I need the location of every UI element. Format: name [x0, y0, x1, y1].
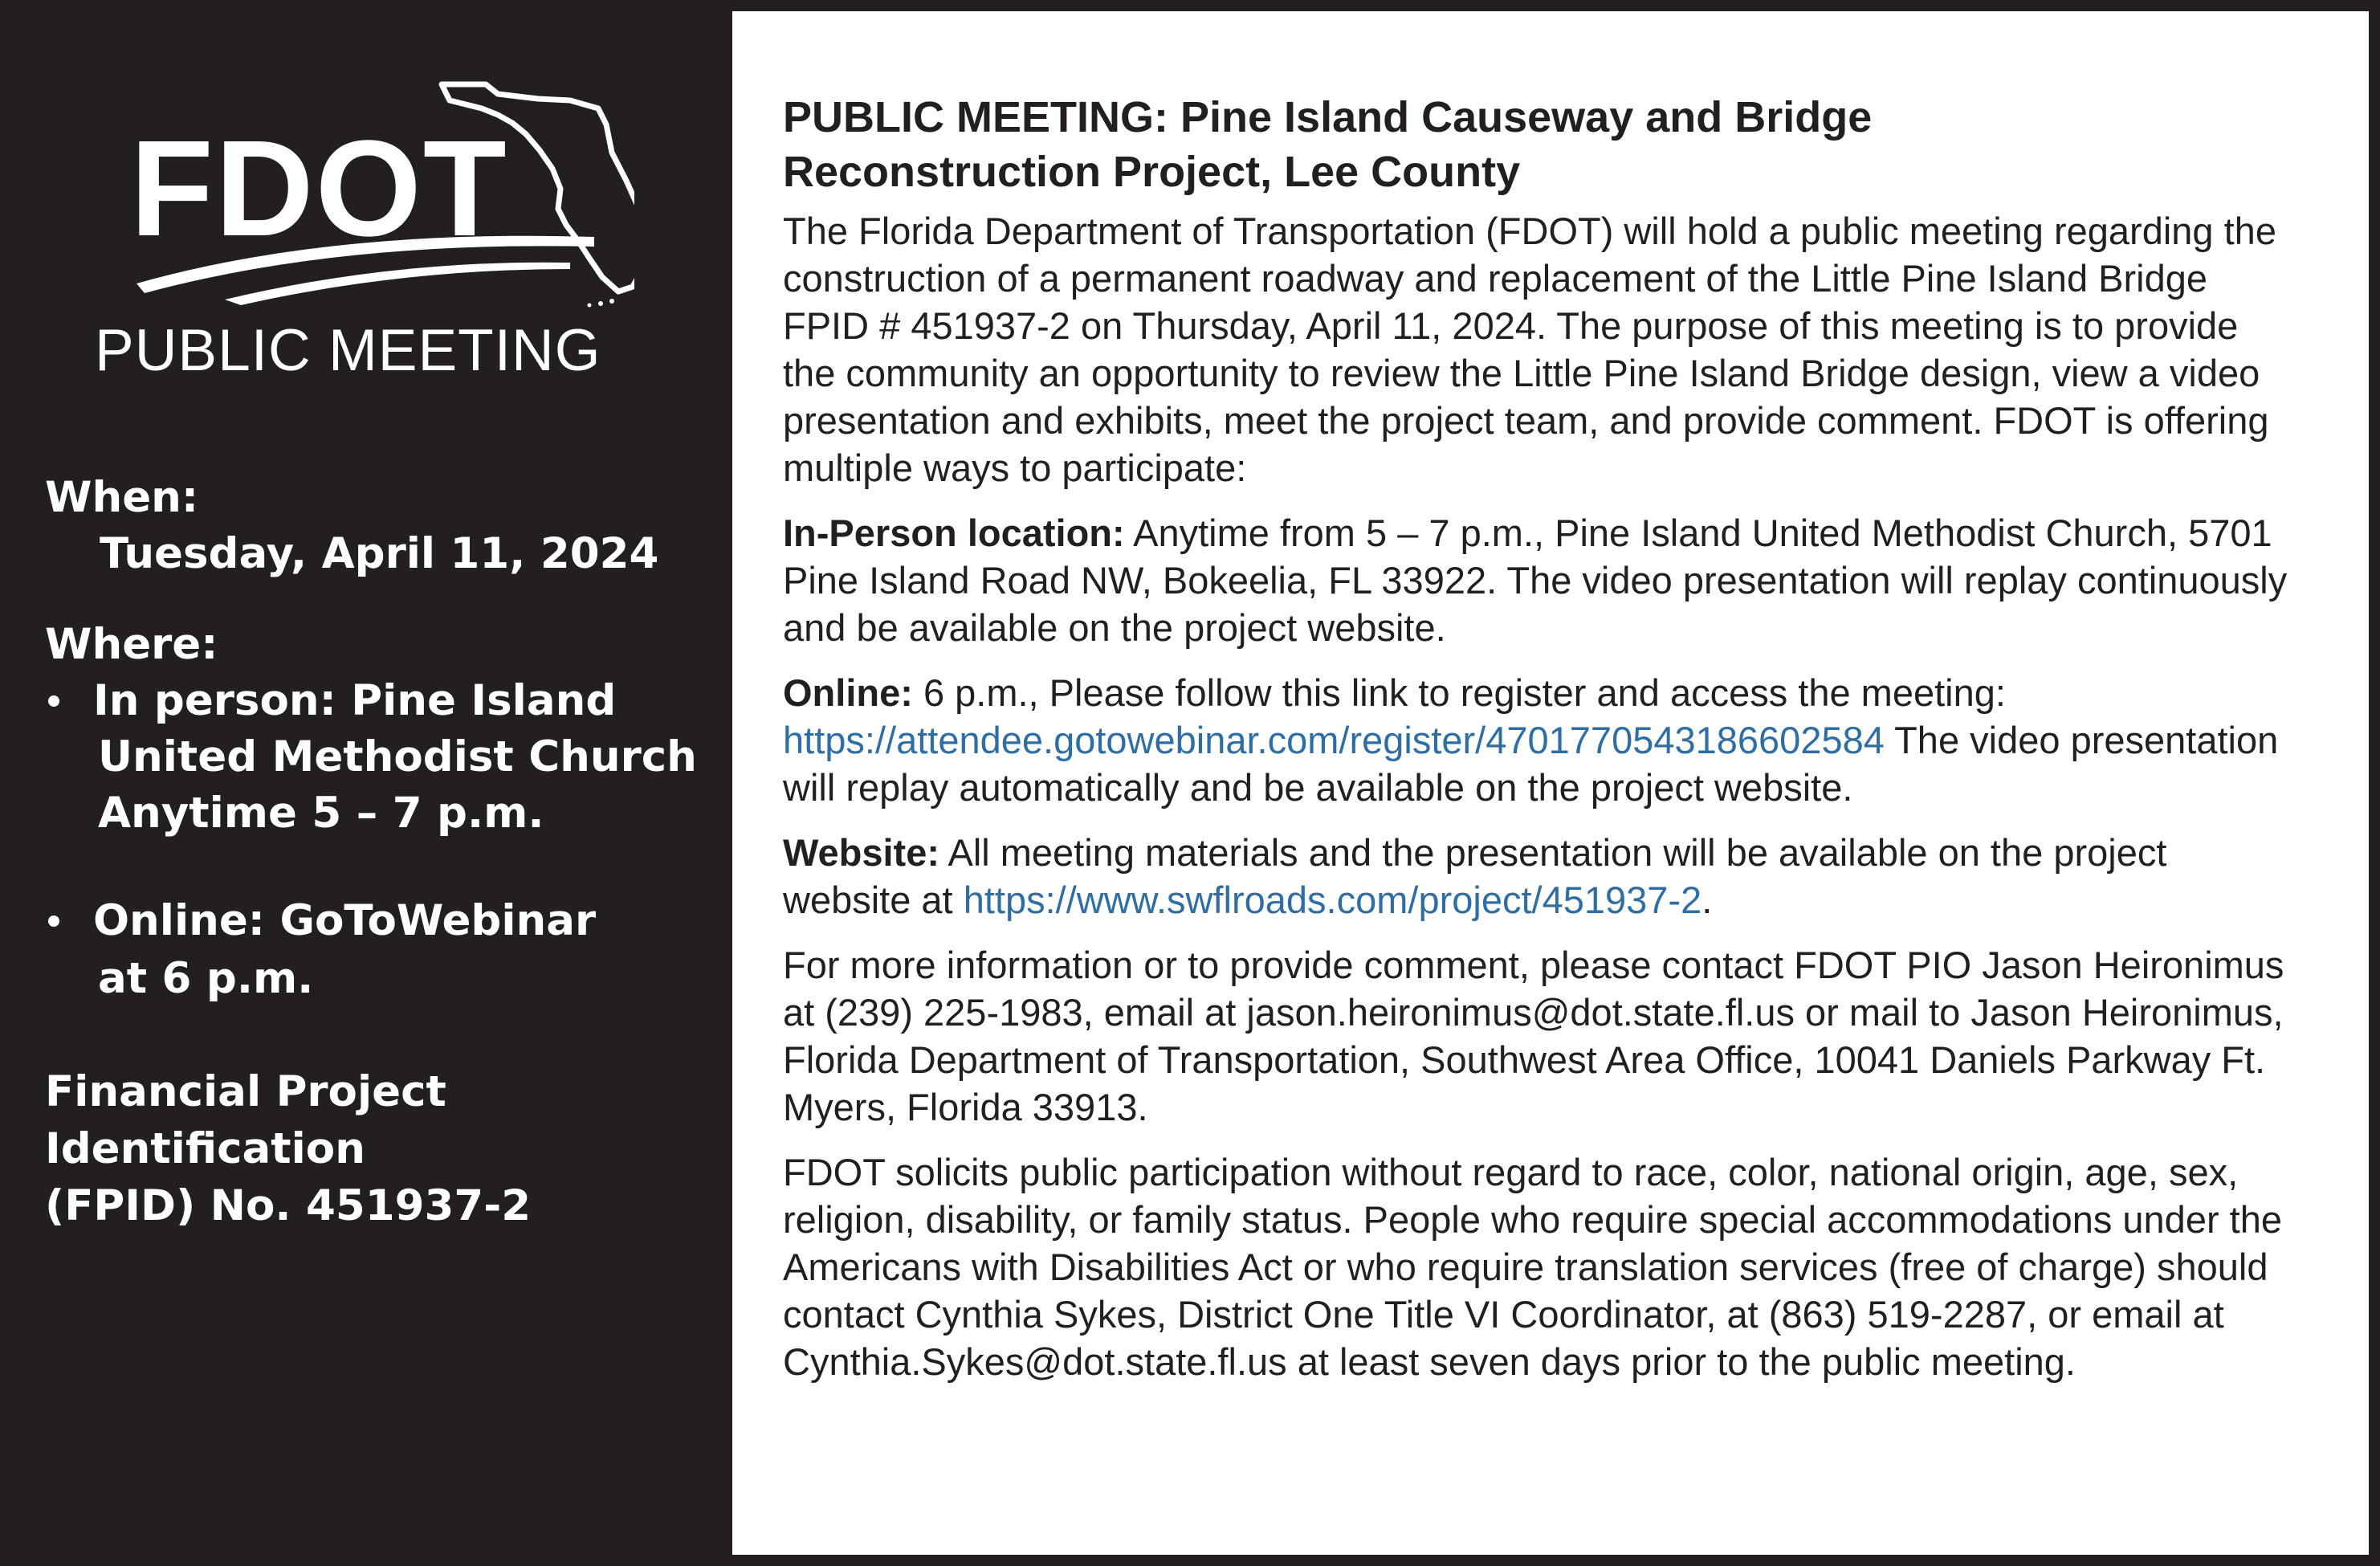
fpid-line-1: Financial Project: [45, 1067, 446, 1116]
website-after-text: .: [1701, 879, 1713, 921]
in-person-label: In-Person location:: [783, 512, 1125, 554]
notice-content: [783, 90, 2301, 1403]
project-website-link[interactable]: https://www.swflroads.com/project/451937-2: [963, 879, 1702, 921]
website-paragraph: [783, 829, 2301, 924]
when-label: When:: [45, 473, 199, 522]
intro-paragraph: The Florida Department of Transportation (FDOT) will hold a public meeting regarding the construction of a permanent roadway and replacement of the Little Pine Island Bridge FPID # 451937-2 on Thursday, April 11, 2024. The purpose of this meeting is to provide the community an opportunity to review the Little Pine Island Bridge design, view a video presentation and exhibits, meet the project team, and provide comment. FDOT is offering multiple ways to participate:: [783, 210, 2276, 489]
online-line-1: Online: GoToWebinar: [93, 896, 597, 945]
online-text: 6 p.m., Please follow this link to register and access the meeting:: [912, 671, 2006, 714]
in-person-line-3: Anytime 5 – 7 p.m.: [98, 789, 544, 838]
left-panel: [0, 0, 732, 1566]
online-line-2: at 6 p.m.: [98, 954, 314, 1003]
contact-paragraph: For more information or to provide comment, please contact FDOT PIO Jason Heironimus at (239) 225-1983, email at jason.heironimus@dot.state.fl.us or mail to Jason Heironimus, Florida Department of Transportation, Southwest Area Office, 10041 Daniels Parkway Ft. Myers, Florida 33913.: [783, 944, 2284, 1128]
headline-line-1: PUBLIC MEETING: Pine Island Causeway and Bridge: [783, 93, 1873, 141]
in-person-line-1: In person: Pine Island: [93, 676, 617, 725]
notice-headline: [783, 90, 2301, 199]
in-person-text: Anytime from 5 – 7 p.m., Pine Island United Methodist Church, 5701 Pine Island Road NW, Bokeelia, FL 33922. The video presentation will replay continuously and be available on the project website.: [783, 512, 2288, 649]
website-label: Website:: [783, 831, 939, 874]
in-person-paragraph: [783, 509, 2301, 651]
logo-wordmark: FDOT: [130, 112, 508, 265]
headline-line-2: Reconstruction Project, Lee County: [783, 148, 1521, 196]
fdot-logo: [120, 76, 634, 309]
title-vi-paragraph: FDOT solicits public participation without regard to race, color, national origin, age, sex, religion, disability, or family status. People who require special accommodations under the Americans with Disabilities Act or who require translation services (free of charge) should contact Cynthia Sykes, District One Title VI Coordinator, at (863) 519-2287, or email at Cynthia.Sykes@dot.state.fl.us at least seven days prior to the public meeting.: [783, 1151, 2283, 1383]
in-person-line-2: United Methodist Church: [98, 732, 697, 781]
online-paragraph: [783, 669, 2301, 811]
public-meeting-title: PUBLIC MEETING: [95, 318, 601, 383]
bullet-icon: [48, 695, 59, 707]
notice-body-panel: [732, 11, 2369, 1555]
when-value: Tuesday, April 11, 2024: [100, 529, 659, 578]
webinar-link[interactable]: https://attendee.gotowebinar.com/register/4701770543186602584: [783, 719, 1885, 761]
online-label: Online:: [783, 671, 913, 714]
where-label: Where:: [45, 620, 218, 669]
fpid-line-2: Identification: [45, 1124, 365, 1173]
website-text: All meeting materials and the presentation will be available on the project website at: [783, 831, 2167, 921]
fpid-line-3: (FPID) No. 451937-2: [45, 1181, 532, 1230]
bullet-icon: [48, 916, 59, 927]
online-after-text: The video presentation will replay automatically and be available on the project website.: [783, 719, 2279, 809]
